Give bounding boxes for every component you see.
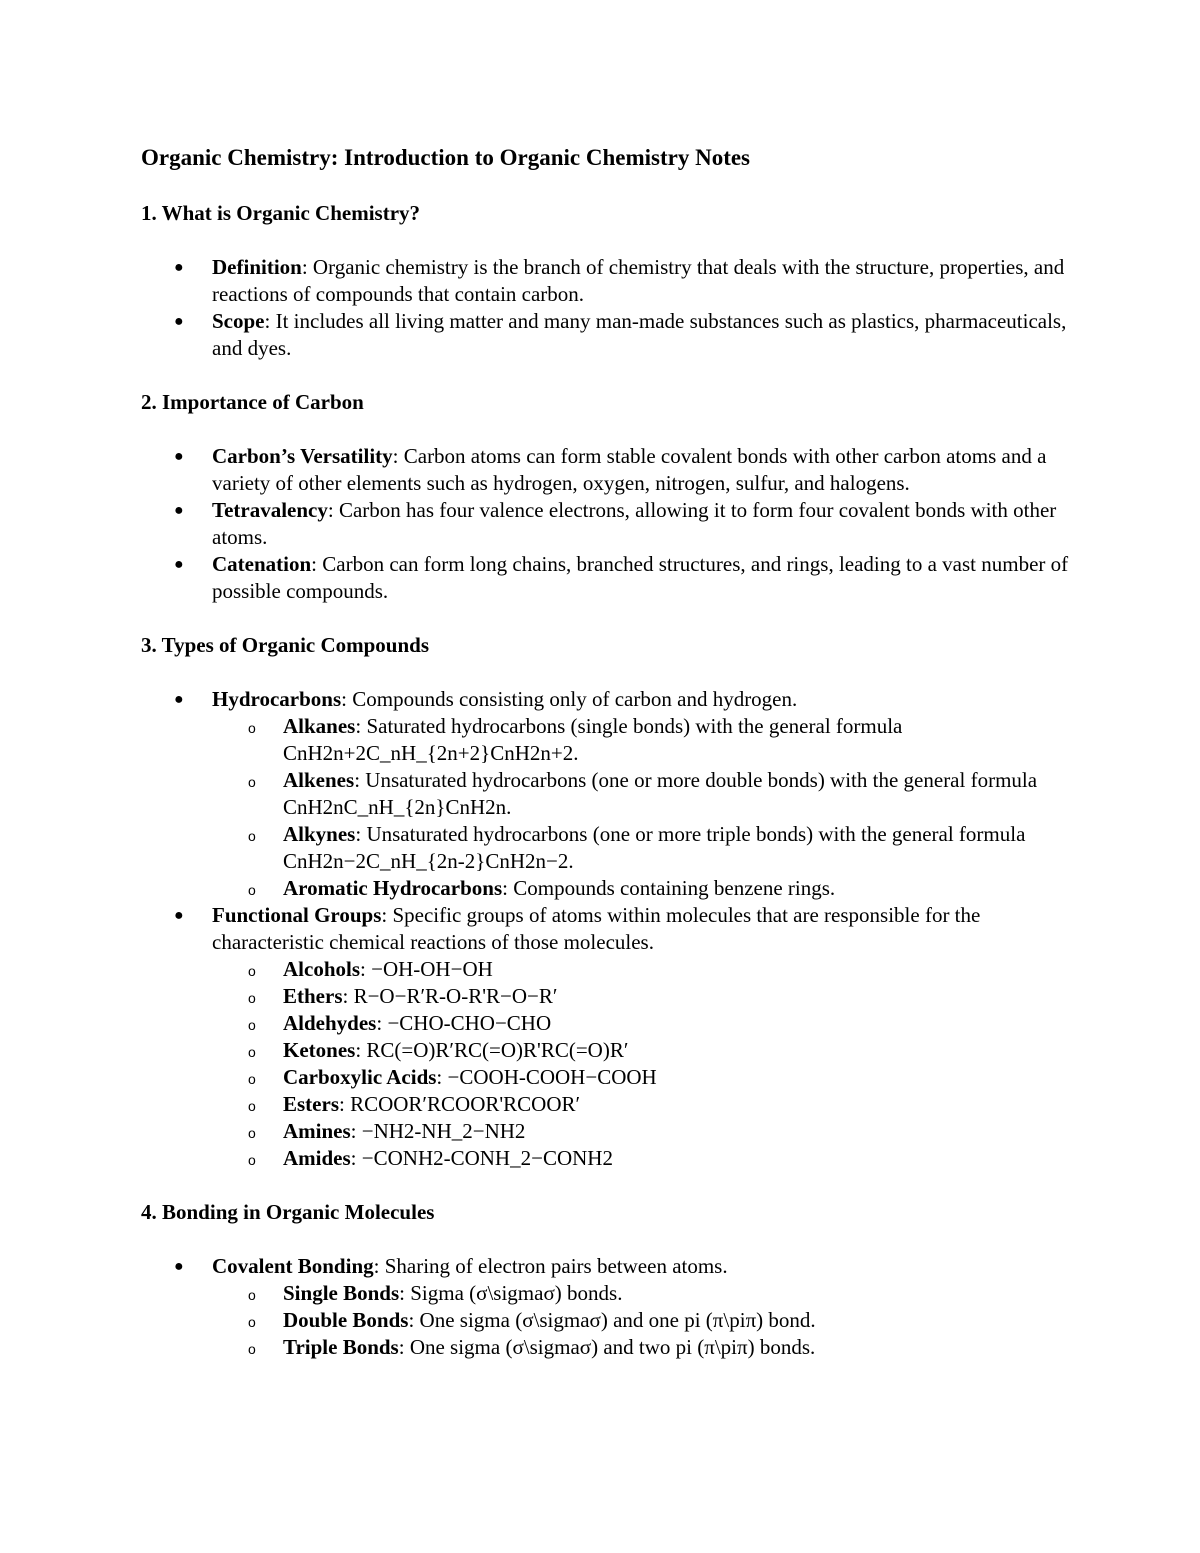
circle-bullet-icon: o	[248, 990, 256, 1006]
section-heading: 3. Types of Organic Compounds	[141, 633, 430, 657]
circle-bullet-icon: o	[248, 774, 256, 790]
list-item	[141, 254, 1071, 308]
circle-bullet-icon: o	[248, 963, 256, 979]
sub-list-item	[212, 1010, 1071, 1037]
circle-bullet-icon: o	[248, 1071, 256, 1087]
description: : Carbon has four valence electrons, allowing it to form four covalent bonds with other atoms.	[212, 498, 1057, 549]
list-item	[141, 686, 1071, 902]
description: : One sigma (σ\sigmaσ) and one pi (π\piπ) bond.	[408, 1308, 816, 1332]
sub-list	[212, 713, 1071, 902]
sub-list-item	[212, 956, 1071, 983]
bullet-list	[141, 443, 1071, 605]
list-item	[141, 443, 1071, 497]
term: Esters	[283, 1092, 339, 1116]
description: : One sigma (σ\sigmaσ) and two pi (π\piπ) bonds.	[398, 1335, 816, 1359]
document-title: Organic Chemistry: Introduction to Organic Chemistry Notes	[141, 145, 751, 170]
term: Aromatic Hydrocarbons	[283, 876, 503, 900]
bullet-icon: ●	[174, 907, 184, 924]
circle-bullet-icon: o	[248, 1314, 256, 1330]
bullet-icon: ●	[174, 556, 184, 573]
description: : Saturated hydrocarbons (single bonds) with the general formula CnH2n+2C_nH_{2n+2}CnH2n+2.	[283, 714, 903, 765]
list-item	[141, 308, 1071, 362]
term: Alkenes	[283, 768, 355, 792]
section-heading: 2. Importance of Carbon	[141, 390, 364, 414]
circle-bullet-icon: o	[248, 828, 256, 844]
term: Amides	[283, 1146, 351, 1170]
circle-bullet-icon: o	[248, 1044, 256, 1060]
circle-bullet-icon: o	[248, 1341, 256, 1357]
term: Single Bonds	[283, 1281, 400, 1305]
description: : Unsaturated hydrocarbons (one or more triple bonds) with the general formula CnH2n−2C_nH_{2n-2}CnH2n−2.	[283, 822, 1026, 873]
circle-bullet-icon: o	[248, 720, 256, 736]
bullet-icon: ●	[174, 691, 184, 708]
sub-list-item	[212, 1145, 1071, 1172]
term: Carbon’s Versatility	[212, 444, 393, 468]
sub-list-item	[212, 1280, 1071, 1307]
description: : It includes all living matter and many man-made substances such as plastics, pharmaceuticals, and dyes.	[212, 309, 1067, 360]
circle-bullet-icon: o	[248, 1098, 256, 1114]
list-item	[141, 1253, 1071, 1361]
description: : Carbon atoms can form stable covalent bonds with other carbon atoms and a variety of other elements such as hydrogen, oxygen, nitrogen, sulfur, and halogens.	[212, 444, 1047, 495]
term: Alkynes	[283, 822, 356, 846]
description: : RC(=O)R′RC(=O)R'RC(=O)R′	[355, 1038, 629, 1062]
term: Catenation	[212, 552, 312, 576]
bullet-list	[141, 254, 1071, 362]
description: : Compounds consisting only of carbon and hydrogen.	[341, 687, 798, 711]
description: : −CONH2-CONH_2−CONH2	[350, 1146, 613, 1170]
list-item	[141, 902, 1071, 1172]
bullet-icon: ●	[174, 448, 184, 465]
term: Double Bonds	[283, 1308, 409, 1332]
circle-bullet-icon: o	[248, 1017, 256, 1033]
document-page	[141, 143, 1071, 1388]
description: : Sigma (σ\sigmaσ) bonds.	[399, 1281, 623, 1305]
term: Ketones	[283, 1038, 356, 1062]
description: : R−O−R′R-O-R'R−O−R′	[342, 984, 558, 1008]
list-item	[141, 497, 1071, 551]
sub-list	[212, 1280, 1071, 1361]
term: Functional Groups	[212, 903, 382, 927]
term: Covalent Bonding	[212, 1254, 374, 1278]
sub-list-item	[212, 767, 1071, 821]
sub-list-item	[212, 983, 1071, 1010]
circle-bullet-icon: o	[248, 1287, 256, 1303]
section-heading: 1. What is Organic Chemistry?	[141, 201, 421, 225]
description: : RCOOR′RCOOR'RCOOR′	[339, 1092, 581, 1116]
term: Carboxylic Acids	[283, 1065, 437, 1089]
sub-list-item	[212, 875, 1071, 902]
term: Alcohols	[283, 957, 361, 981]
term: Amines	[283, 1119, 351, 1143]
bullet-icon: ●	[174, 259, 184, 276]
description: : Specific groups of atoms within molecules that are responsible for the characteristic chemical reactions of those molecules.	[212, 903, 981, 954]
bullet-icon: ●	[174, 1258, 184, 1275]
bullet-list	[141, 1253, 1071, 1361]
bullet-list	[141, 686, 1071, 1172]
sub-list-item	[212, 1064, 1071, 1091]
section-heading: 4. Bonding in Organic Molecules	[141, 1200, 435, 1224]
circle-bullet-icon: o	[248, 1125, 256, 1141]
circle-bullet-icon: o	[248, 1152, 256, 1168]
sub-list-item	[212, 713, 1071, 767]
description: : −COOH-COOH−COOH	[436, 1065, 657, 1089]
description: : Sharing of electron pairs between atoms.	[373, 1254, 728, 1278]
term: Scope	[212, 309, 265, 333]
list-item	[141, 551, 1071, 605]
sub-list-item	[212, 1334, 1071, 1361]
term: Definition	[212, 255, 302, 279]
description: : −NH2-NH_2−NH2	[350, 1119, 526, 1143]
description: : −OH-OH−OH	[360, 957, 493, 981]
description: : Compounds containing benzene rings.	[502, 876, 836, 900]
term: Alkanes	[283, 714, 356, 738]
description: : Organic chemistry is the branch of chemistry that deals with the structure, properties, and reactions of compounds that contain carbon.	[212, 255, 1065, 306]
bullet-icon: ●	[174, 502, 184, 519]
sub-list	[212, 956, 1071, 1172]
bullet-icon: ●	[174, 313, 184, 330]
term: Tetravalency	[212, 498, 328, 522]
term: Ethers	[283, 984, 343, 1008]
sub-list-item	[212, 1307, 1071, 1334]
sub-list-item	[212, 1091, 1071, 1118]
sub-list-item	[212, 821, 1071, 875]
description: : Carbon can form long chains, branched structures, and rings, leading to a vast number of possible compounds.	[212, 552, 1069, 603]
term: Triple Bonds	[283, 1335, 399, 1359]
description: : Unsaturated hydrocarbons (one or more double bonds) with the general formula CnH2nC_nH_{2n}CnH2n.	[283, 768, 1038, 819]
sub-list-item	[212, 1037, 1071, 1064]
term: Aldehydes	[283, 1011, 377, 1035]
term: Hydrocarbons	[212, 687, 342, 711]
sub-list-item	[212, 1118, 1071, 1145]
description: : −CHO-CHO−CHO	[376, 1011, 552, 1035]
circle-bullet-icon: o	[248, 882, 256, 898]
